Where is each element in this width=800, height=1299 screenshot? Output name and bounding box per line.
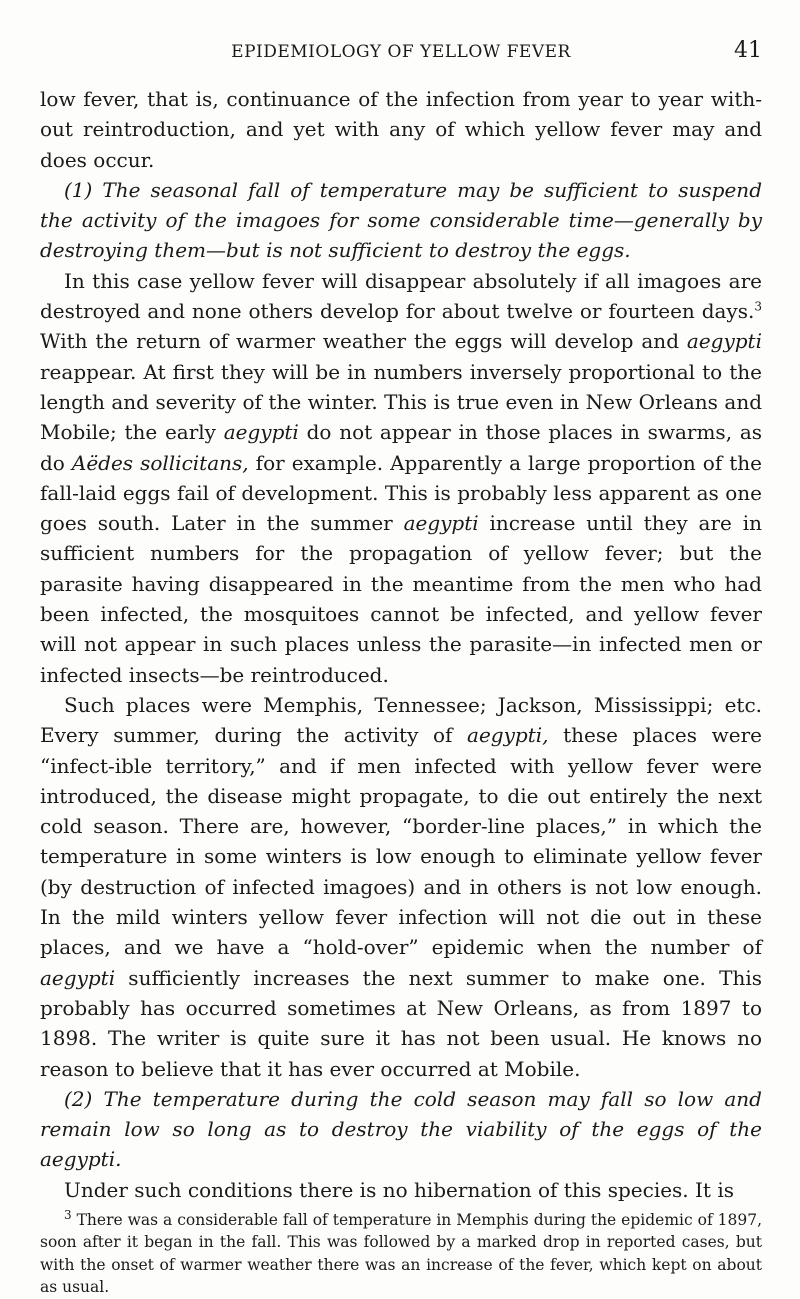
text-segment: these places were “infect-ible territory,” and if men infected with yellow fever were introduced, the disease might propagate, to die out entirely the next cold season. There are, however, “border-line places,” in which the temperature in some winters is low enough to eliminate yellow fever (by destruction of infected imagoes) and in others is not low enough. In the mild winters yellow fever infection will not die out in these places, and we have a “hold-over” epidemic when the number of — [40, 723, 762, 960]
species-name: aegypti — [403, 511, 479, 536]
species-name: aegypti — [686, 329, 762, 354]
text-segment: do not appear in those places in swarms, as do — [40, 420, 763, 475]
page-header — [40, 38, 762, 66]
text-segment: With the return of warmer weather the eggs will develop and — [40, 329, 687, 354]
page — [40, 38, 762, 1299]
text-segment: reappear. At first they will be in numbers inversely proportional to the length and severity of the winter. This is true even in New Orleans and Mobile; the early — [40, 359, 762, 445]
paragraph-condition-1 — [40, 175, 762, 266]
text-segment: for example. Apparently a large proportion of the fall-laid eggs fail of development. This is probably less apparent as one goes south. Later in the summer — [40, 450, 763, 536]
text-segment: increase until they are in sufficient numbers for the propagation of yellow fever; but the parasite having disappeared in the meantime from the men who had been infected, the mosquitoes cannot be infected, and yellow fever will not appear in such places unless the parasite—in infected men or infected insects—be reintroduced. — [40, 511, 762, 687]
species-name: Aëdes sollicitans, — [71, 450, 249, 475]
footnote-marker: 3 — [64, 1207, 72, 1222]
paragraph-condition-2-discussion: Under such conditions there is no hibernation of this species. It is — [64, 1177, 734, 1202]
paragraph-condition-1-discussion — [40, 266, 762, 690]
species-name: aegypti — [223, 420, 299, 445]
species-name: aegypti, — [467, 723, 549, 748]
page-number: 41 — [734, 38, 762, 63]
paragraph-condition-2 — [40, 1084, 762, 1175]
species-name: aegypti — [40, 965, 116, 990]
paragraph-examples — [40, 690, 762, 1084]
text-segment: Such places were Memphis, Tennessee; Jackson, Mississippi; etc. Every summer, during the activity of — [40, 692, 762, 748]
paragraph-continuation: low fever, that is, continuance of the infection from year to year with-out reintroduction, and yet with any of which yellow fever may and does occur. — [40, 87, 762, 172]
condition-2-statement: (2) The temperature during the cold season may fall so low and remain low so long as to destroy the viability of the eggs of the aegypti. — [40, 1086, 762, 1172]
footnote — [40, 1209, 762, 1299]
running-head: EPIDEMIOLOGY OF YELLOW FEVER — [231, 42, 571, 62]
text-segment: sufficiently increases the next summer to make one. This probably has occurred sometimes at New Orleans, as from 1897 to 1898. The writer is quite sure it has not been usual. He knows no reason to believe that it has ever occurred at Mobile. — [40, 965, 762, 1081]
footnote-reference: 3 — [754, 299, 762, 314]
footnote-text: There was a considerable fall of temperature in Memphis during the epidemic of 1897, soon after it began in the fall. This was followed by a marked drop in reported cases, but with the onset of warmer weather there was an increase of the fever, which kept on about as usual. — [40, 1210, 762, 1297]
body-text — [40, 84, 762, 1205]
condition-1-statement: (1) The seasonal fall of temperature may be sufficient to suspend the activity of the imagoes for some considerable time—generally by destroying them—but is not sufficient to destroy the eggs. — [40, 177, 762, 263]
text-segment: In this case yellow fever will disappear absolutely if all imagoes are destroyed and none others develop for about twelve or fourteen days. — [40, 268, 762, 324]
